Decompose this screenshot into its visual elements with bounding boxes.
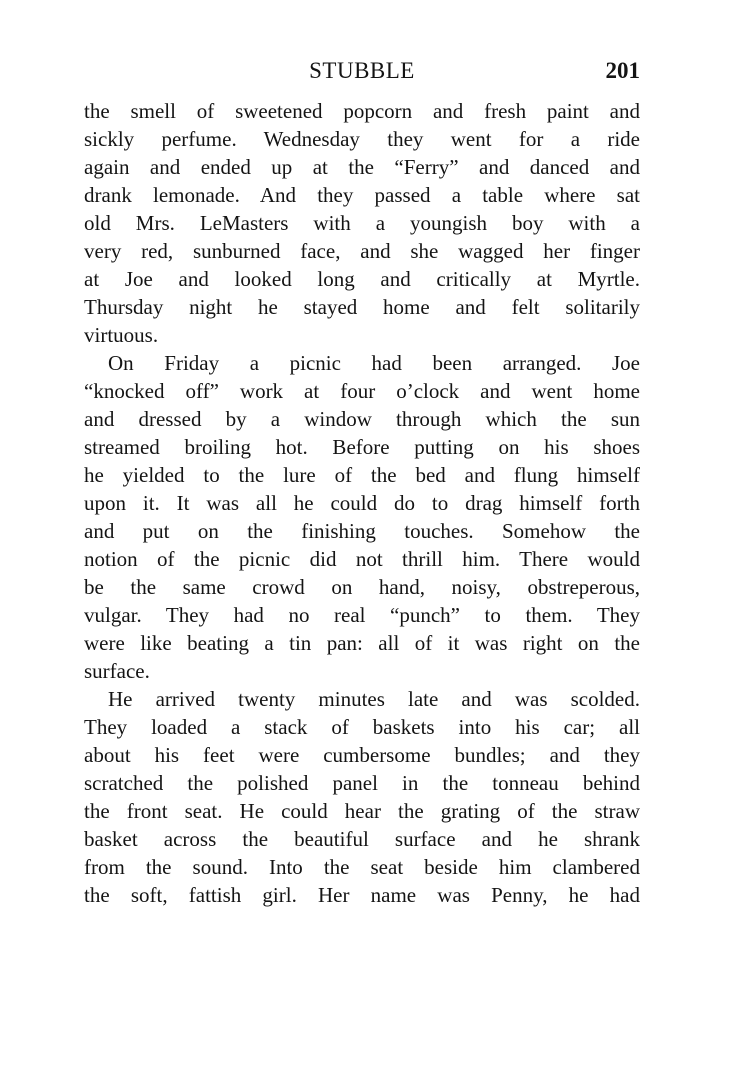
text-line: and dressed by a window through which the sun [84,407,640,431]
text-line: sickly perfume. Wednesday they went for a ride [84,127,640,151]
text-line: about his feet were cumbersome bundles; and they [84,743,640,767]
text-line: Thursday night he stayed home and felt solitarily [84,295,640,319]
text-line: notion of the picnic did not thrill him. There would [84,547,640,571]
text-line: the smell of sweetened popcorn and fresh paint and [84,99,640,123]
paragraph [84,349,640,685]
text-line: vulgar. They had no real “punch” to them. They [84,603,640,627]
body-text [84,97,640,909]
text-line: scratched the polished panel in the tonneau behind [84,771,640,795]
text-line: at Joe and looked long and critically at Myrtle. [84,267,640,291]
text-line: very red, sunburned face, and she wagged her finger [84,239,640,263]
text-line: “knocked off” work at four o’clock and went home [84,379,640,403]
text-line: were like beating a tin pan: all of it was right on the [84,631,640,655]
page-number: 201 [605,58,640,83]
text-line: They loaded a stack of baskets into his car; all [84,715,640,739]
text-line: drank lemonade. And they passed a table where sat [84,183,640,207]
text-line: the front seat. He could hear the grating of the straw [84,799,640,823]
chapter-title: STUBBLE [309,58,415,83]
text-line: On Friday a picnic had been arranged. Joe [108,351,640,375]
text-line: upon it. It was all he could do to drag himself forth [84,491,640,515]
text-line: basket across the beautiful surface and he shrank [84,827,640,851]
text-line: virtuous. [84,323,159,347]
text-line: from the sound. Into the seat beside him clambered [84,855,640,879]
text-line: streamed broiling hot. Before putting on his shoes [84,435,640,459]
text-line: surface. [84,659,150,683]
text-line: he yielded to the lure of the bed and flung himself [84,463,640,487]
text-line: old Mrs. LeMasters with a youngish boy with a [84,211,640,235]
text-line: again and ended up at the “Ferry” and danced and [84,155,640,179]
paragraph [84,685,640,909]
paragraph [84,97,640,349]
text-line: the soft, fattish girl. Her name was Penny, he had [84,883,640,907]
text-line: He arrived twenty minutes late and was scolded. [108,687,640,711]
running-head [84,56,640,86]
text-line: and put on the finishing touches. Somehow the [84,519,640,543]
text-line: be the same crowd on hand, noisy, obstreperous, [84,575,640,599]
